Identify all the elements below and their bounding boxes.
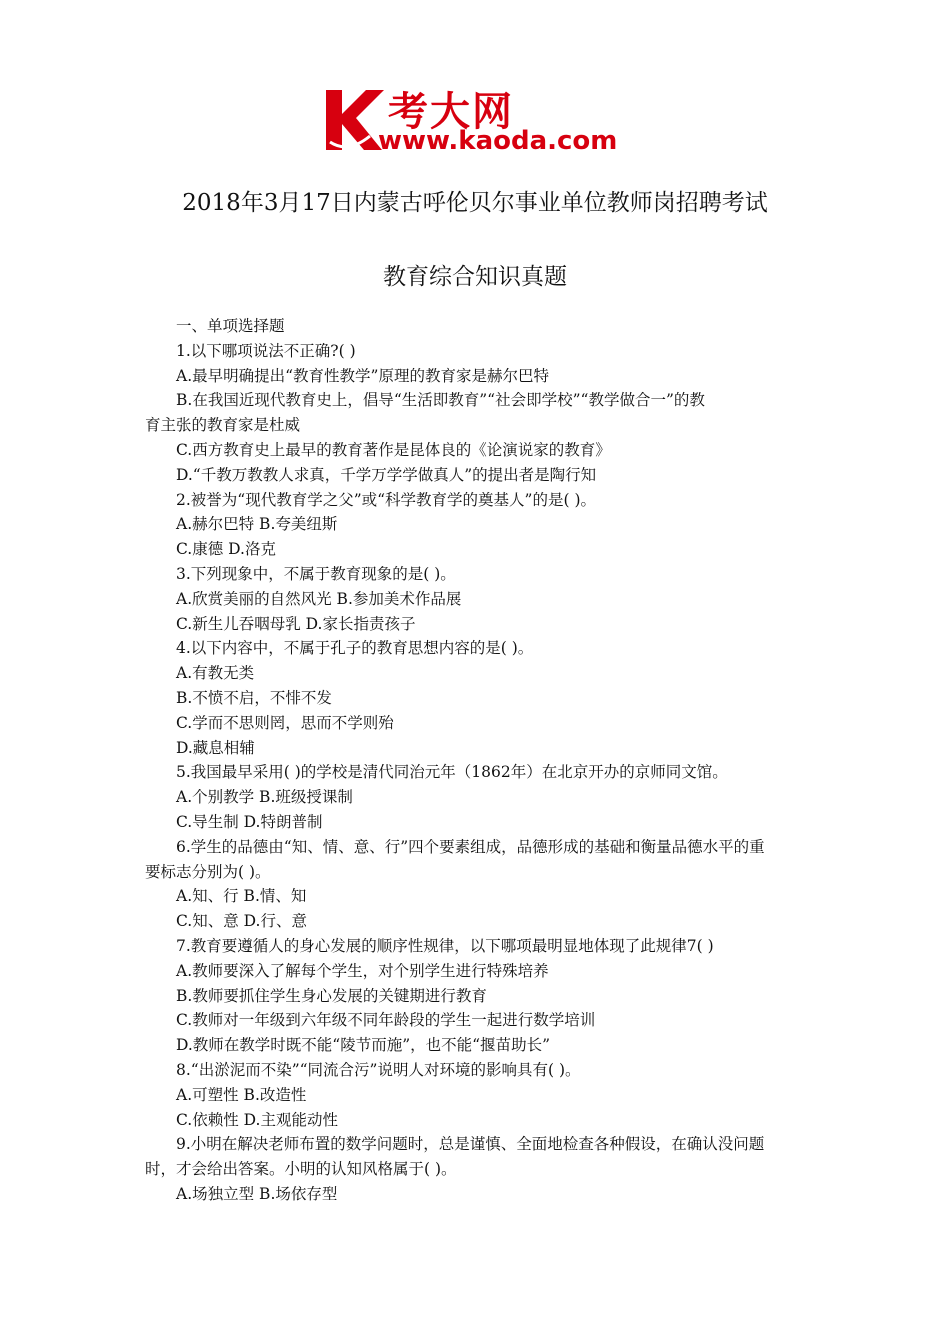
- option-line: B.不愤不启，不悱不发: [176, 688, 332, 707]
- document-body: [145, 314, 810, 1207]
- option-line: A.有教无类: [176, 664, 255, 683]
- question-5: 5.我国最早采用( )的学校是清代同治元年（1862年）在北京开办的京师同文馆。: [176, 763, 728, 782]
- option-line: A.知、行 B.情、知: [176, 887, 307, 906]
- question-9: 9.小明在解决老师布置的数学问题时，总是谨慎、全面地检查各种假设，在确认没问题: [176, 1135, 765, 1154]
- option-line: D.“千教万教教人求真，千学万学学做真人”的提出者是陶行知: [176, 465, 597, 484]
- option-line: C.康德 D.洛克: [176, 540, 276, 559]
- option-line: A.可塑性 B.改造性: [176, 1085, 307, 1104]
- option-line: A.场独立型 B.场依存型: [176, 1184, 338, 1203]
- question-2: 2.被誉为“现代教育学之父”或“科学教育学的奠基人”的是( )。: [176, 490, 597, 509]
- option-line: C.依赖性 D.主观能动性: [176, 1110, 338, 1129]
- question-9-continued: 时，才会给出答案。小明的认知风格属于( )。: [145, 1160, 457, 1179]
- option-line: A.欣赏美丽的自然风光 B.参加美术作品展: [176, 589, 462, 608]
- question-1: 1.以下哪项说法不正确?( ): [176, 341, 356, 360]
- option-line: B.在我国近现代教育史上，倡导“生活即教育”“社会即学校”“教学做合一”的教: [176, 391, 705, 410]
- option-line-continued: 育主张的教育家是杜威: [145, 416, 301, 435]
- option-line: A.教师要深入了解每个学生，对个别学生进行特殊培养: [176, 961, 549, 980]
- option-line: C.学而不思则罔，思而不学则殆: [176, 713, 394, 732]
- option-line: C.知、意 D.行、意: [176, 912, 307, 931]
- kaoda-logo: [318, 80, 638, 160]
- logo-brand-text: 考大网: [388, 89, 514, 135]
- section-heading: 一、单项选择题: [176, 317, 285, 335]
- option-line: D.教师在教学时既不能“陵节而施”，也不能“揠苗助长”: [176, 1036, 550, 1055]
- option-line: C.西方教育史上最早的教育著作是昆体良的《论演说家的教育》: [176, 440, 611, 459]
- question-8: 8.“出淤泥而不染”“同流合污”说明人对环境的影响具有( )。: [176, 1060, 581, 1079]
- option-line: C.导生制 D.特朗普制: [176, 812, 323, 831]
- document-title-line1: 2018年3月17日内蒙古呼伦贝尔事业单位教师岗招聘考试: [182, 190, 768, 216]
- question-4: 4.以下内容中，不属于孔子的教育思想内容的是( )。: [176, 639, 534, 658]
- question-7: 7.教育要遵循人的身心发展的顺序性规律，以下哪项最明显地体现了此规律7( ): [176, 936, 714, 955]
- question-3: 3.下列现象中，不属于教育现象的是( )。: [176, 564, 456, 583]
- option-line: A.最早明确提出“教育性教学”原理的教育家是赫尔巴特: [176, 366, 549, 385]
- option-line: A.个别教学 B.班级授课制: [176, 788, 353, 807]
- option-line: B.教师要抓住学生身心发展的关键期进行教育: [176, 986, 487, 1005]
- option-line: C.教师对一年级到六年级不同年龄段的学生一起进行数学培训: [176, 1011, 596, 1030]
- question-6-continued: 要标志分别为( )。: [145, 862, 271, 881]
- option-line: D.藏息相辅: [176, 738, 255, 757]
- option-line: A.赫尔巴特 B.夸美纽斯: [176, 515, 338, 534]
- question-6: 6.学生的品德由“知、情、意、行”四个要素组成，品德形成的基础和衡量品德水平的重: [176, 837, 765, 856]
- logo-url-text: www.kaoda.com: [378, 126, 618, 156]
- document-title-line2: 教育综合知识真题: [383, 264, 567, 290]
- option-line: C.新生儿吞咽母乳 D.家长指责孩子: [176, 614, 416, 633]
